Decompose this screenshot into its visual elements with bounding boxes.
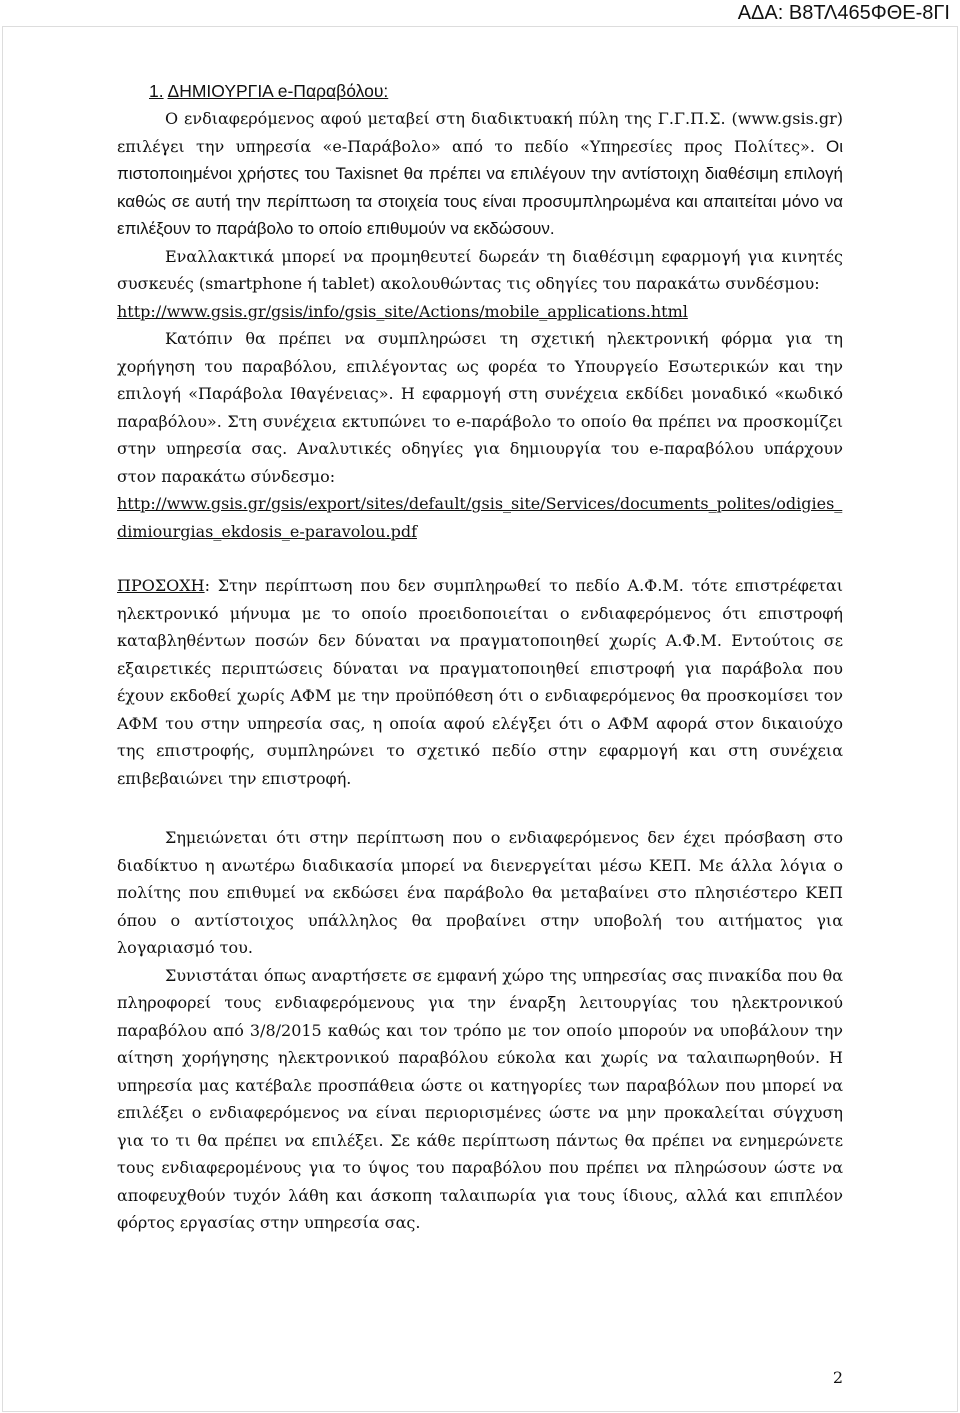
mobile-apps-link[interactable]: http://www.gsis.gr/gsis/info/gsis_site/Actions/mobile_applications.html bbox=[117, 301, 688, 321]
section-title bbox=[149, 78, 843, 105]
warning-text: : Στην περίπτωση που δεν συμπληρωθεί το πεδίο Α.Φ.Μ. τότε επιστρέφεται ηλεκτρονικό μήνυμα με το οποίο προειδοποιείται ο ενδιαφερόμενος ότι επιστροφή καταβληθέντων ποσών δεν δύναται να πραγματοποιηθεί χωρίς Α.Φ.Μ. Εντούτοις σε εξαιρετικές περιπτώσεις δύναται να πραγματοποιηθεί επιστροφή για παράβολα που έχουν εκδοθεί χωρίς ΑΦΜ με την προϋπόθεση ότι ο ενδιαφερόμενος θα προσκομίσει τον ΑΦΜ του στην υπηρεσία σας, η οποία αφού ελέγξει ότι ο ΑΦΜ αφορά στον δικαιούχο της επιστροφής, συμπληρώνει το σχετικό πεδίο στην εφαρμογή και στη συνέχεια επιβεβαιώνει την επιστροφή. bbox=[117, 576, 843, 788]
paragraph-form-instructions: Κατόπιν θα πρέπει να συμπληρώσει τη σχετική ηλεκτρονική φόρμα για τη χορήγηση του παραβόλου, επιλέγοντας ως φορέα το Υπουργείο Εσωτερικών και την επιλογή «Παράβολα Ιθαγένειας». Η εφαρμογή στη συνέχεια εκδίδει μοναδικό «κωδικό παραβόλου». Στη συνέχεια εκτυπώνει το e-παράβολο το οποίο θα πρέπει να προσκομίζει στην υπηρεσία σας. Αναλυτικές οδηγίες για δημιουργία του e-παραβόλου υπάρχουν στον παρακάτω σύνδεσμο: bbox=[117, 329, 843, 486]
paragraph-mobile-app: Εναλλακτικά μπορεί να προμηθευτεί δωρεάν τη διαθέσιμη εφαρμογή για κινητές συσκευές (smartphone ή tablet) ακολουθώντας τις οδηγίες του παρακάτω συνδέσμου: bbox=[117, 246, 843, 293]
instructions-pdf-link[interactable]: http://www.gsis.gr/gsis/export/sites/default/gsis_site/Services/documents_polites/odigies_dimiourgias_ekdosis_e-paravolou.pdf bbox=[117, 494, 843, 541]
warning-label: ΠΡΟΣΟΧΗ bbox=[117, 576, 205, 595]
section-heading: ΔΗΜΙΟΥΡΓΙΑ e-Παραβόλου: bbox=[167, 81, 389, 101]
paragraph-warning bbox=[117, 572, 843, 792]
paragraph-intro-a: Ο ενδιαφερόμενος αφού μεταβεί στη διαδικτυακή πύλη της Γ.Γ.Π.Σ. (www.gsis.gr) επιλέγει την υπηρεσία «e-Παράβολο» από το πεδίο «Υπηρεσίες προς Πολίτες». bbox=[117, 109, 843, 156]
ada-code: ΑΔΑ: Β8ΤΛ465ΦΘΕ-8ΓΙ bbox=[737, 2, 950, 24]
spacer bbox=[117, 545, 843, 572]
section-number: 1. bbox=[149, 81, 164, 101]
paragraph-intro bbox=[117, 105, 843, 243]
paragraph-intro-b: Οι πιστοποιημένοι χρήστες του Taxisnet θα πρέπει να επιλέγουν την αντίστοιχη διαθέσιμη επιλογή καθώς σε αυτή την περίπτωση τα στοιχεία τους είναι προσυμπληρωμένα και απαιτείται μόνο να επιλέξουν το παράβολο το οποίο επιθυμούν να εκδώσουν. bbox=[117, 136, 843, 238]
page-number: 2 bbox=[832, 1368, 843, 1387]
document-body bbox=[117, 78, 843, 1237]
spacer bbox=[117, 792, 843, 824]
paragraph-notice-board: Συνιστάται όπως αναρτήσετε σε εμφανή χώρο της υπηρεσίας σας πινακίδα που θα πληροφορεί τους ενδιαφερόμενους για την έναρξη λειτουργίας του ηλεκτρονικού παραβόλου από 3/8/2015 καθώς και τον τρόπο με τον οποίο μπορούν να υποβάλουν την αίτηση χορήγησης ηλεκτρονικού παραβόλου εύκολα και χωρίς να ταλαιπωρηθούν. Η υπηρεσία μας κατέβαλε προσπάθεια ώστε οι κατηγορίες των παραβόλων που μπορεί να επιλέξει ο ενδιαφερόμενος να είναι περιορισμένες ώστε να μην προκαλείται σύγχυση για το τι θα πρέπει να επιλέξει. Σε κάθε περίπτωση πάντως θα πρέπει να ενημερώνετε τους ενδιαφερομένους για το ύψος του παραβόλου που πρέπει να πληρώσουν ώστε να αποφευχθούν τυχόν λάθη και άσκοπη ταλαιπωρία για τους ίδιους, αλλά και επιπλέον φόρτος εργασίας στην υπηρεσία σας. bbox=[117, 965, 843, 1232]
paragraph-kep: Σημειώνεται ότι στην περίπτωση που ο ενδιαφερόμενος δεν έχει πρόσβαση στο διαδίκτυο η ανωτέρω διαδικασία μπορεί να διενεργείται μέσω ΚΕΠ. Με άλλα λόγια ο πολίτης που επιθυμεί να εκδώσει ένα παράβολο θα μεταβαίνει στο πλησιέστερο ΚΕΠ όπου ο αντίστοιχος υπάλληλος θα προβαίνει στην υποβολή του αιτήματος για λογαριασμό του. bbox=[117, 828, 843, 957]
